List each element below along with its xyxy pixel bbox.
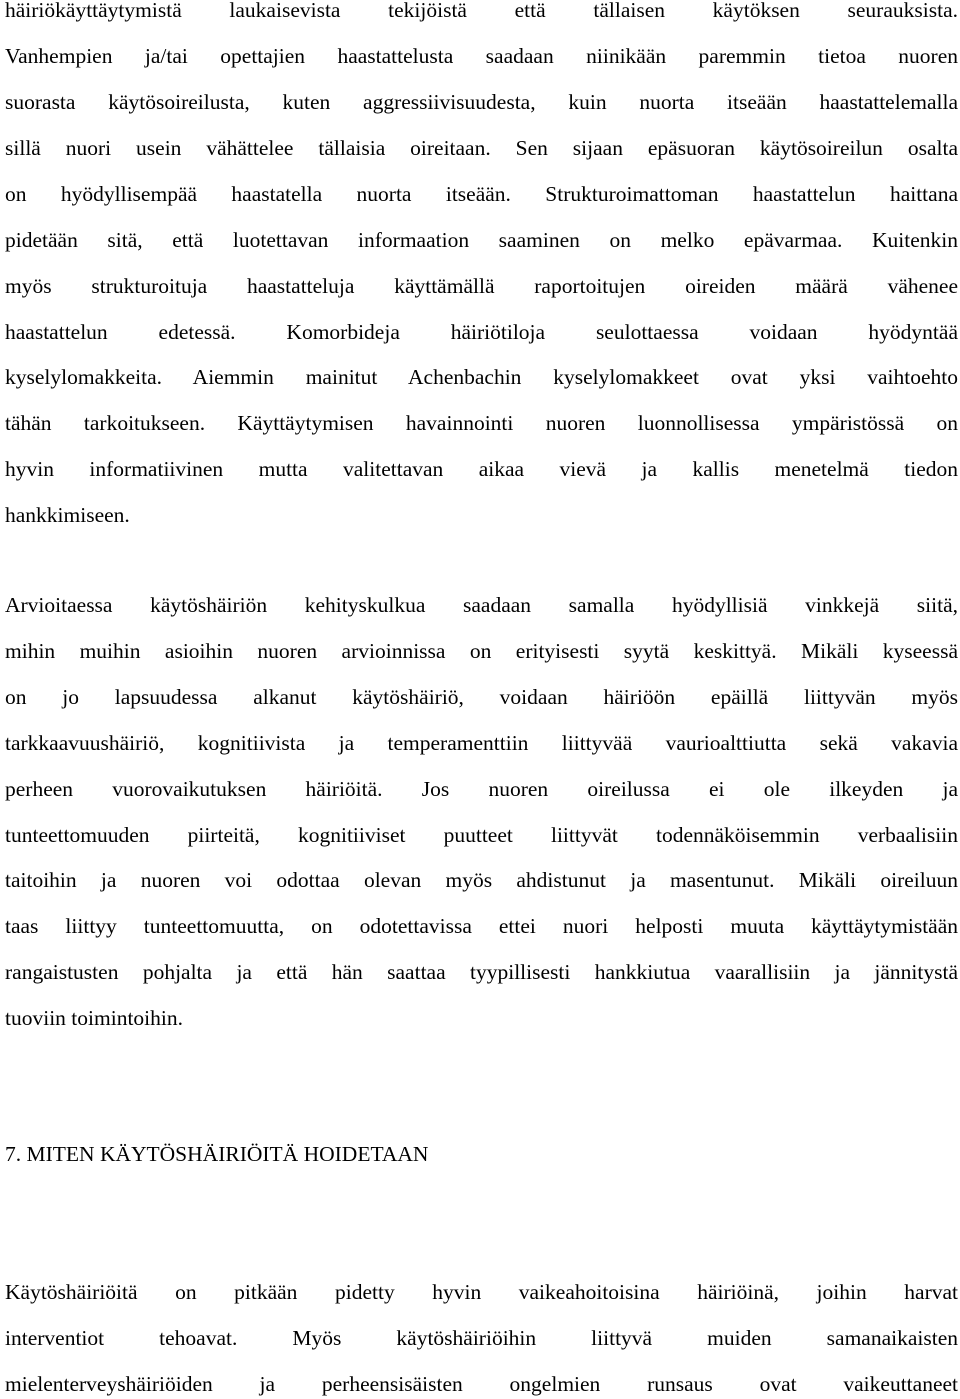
text-line: häiriökäyttäytymistä laukaisevista tekijöistä että tällaisen käytöksen seurauksista. [5, 0, 958, 22]
text-line: Käytöshäiriöitä on pitkään pidetty hyvin vaikeahoitoisina häiriöinä, joihin harvat [5, 1280, 958, 1304]
text-line: interventiot tehoavat. Myös käytöshäiriöihin liittyvä muiden samanaikaisten [5, 1326, 958, 1350]
text-line: Vanhempien ja/tai opettajien haastattelusta saadaan niinikään paremmin tietoa nuoren [5, 44, 958, 68]
text-line: haastattelun edetessä. Komorbideja häiriötiloja seulottaessa voidaan hyödyntää [5, 320, 958, 344]
text-line: taas liittyy tunteettomuutta, on odotettavissa ettei nuori helposti muuta käyttäytymistään [5, 914, 958, 938]
text-line: hyvin informatiivinen mutta valitettavan aikaa vievä ja kallis menetelmä tiedon [5, 457, 958, 481]
text-line: Arvioitaessa käytöshäiriön kehityskulkua saadaan samalla hyödyllisiä vinkkejä siitä, [5, 593, 958, 617]
section-heading: 7. MITEN KÄYTÖSHÄIRIÖITÄ HOIDETAAN [5, 1142, 429, 1166]
text-line: rangaistusten pohjalta ja että hän saattaa tyypillisesti hankkiutua vaarallisiin ja jännitystä [5, 960, 958, 984]
text-line: mihin muihin asioihin nuoren arvioinnissa on erityisesti syytä keskittyä. Mikäli kyseessä [5, 639, 958, 663]
text-line: on hyödyllisempää haastatella nuorta itseään. Strukturoimattoman haastattelun haittana [5, 182, 958, 206]
text-line: tunteettomuuden piirteitä, kognitiiviset puutteet liittyvät todennäköisemmin verbaalisiin [5, 823, 958, 847]
text-line: on jo lapsuudessa alkanut käytöshäiriö, voidaan häiriöön epäillä liittyvän myös [5, 685, 958, 709]
text-line: myös strukturoituja haastatteluja käyttämällä raportoitujen oireiden määrä vähenee [5, 274, 958, 298]
text-line: pidetään sitä, että luotettavan informaation saaminen on melko epävarmaa. Kuitenkin [5, 228, 958, 252]
text-line: tähän tarkoitukseen. Käyttäytymisen havainnointi nuoren luonnollisessa ympäristössä on [5, 411, 958, 435]
text-line: suorasta käytösoireilusta, kuten aggressiivisuudesta, kuin nuorta itseään haastattelemalla [5, 90, 958, 114]
text-line: taitoihin ja nuoren voi odottaa olevan myös ahdistunut ja masentunut. Mikäli oireiluun [5, 868, 958, 892]
text-line: kyselylomakkeita. Aiemmin mainitut Achenbachin kyselylomakkeet ovat yksi vaihtoehto [5, 365, 958, 389]
text-line: perheen vuorovaikutuksen häiriöitä. Jos nuoren oireilussa ei ole ilkeyden ja [5, 777, 958, 801]
text-line: tarkkaavuushäiriö, kognitiivista ja temperamenttiin liittyvää vaurioalttiutta sekä vakavia [5, 731, 958, 755]
text-line: tuoviin toimintoihin. [5, 1006, 183, 1030]
text-line: mielenterveyshäiriöiden ja perheensisäisten ongelmien runsaus ovat vaikeuttaneet [5, 1372, 958, 1396]
text-line: sillä nuori usein vähättelee tällaisia oireitaan. Sen sijaan epäsuoran käytösoireilun osalta [5, 136, 958, 160]
text-line: hankkimiseen. [5, 503, 130, 527]
